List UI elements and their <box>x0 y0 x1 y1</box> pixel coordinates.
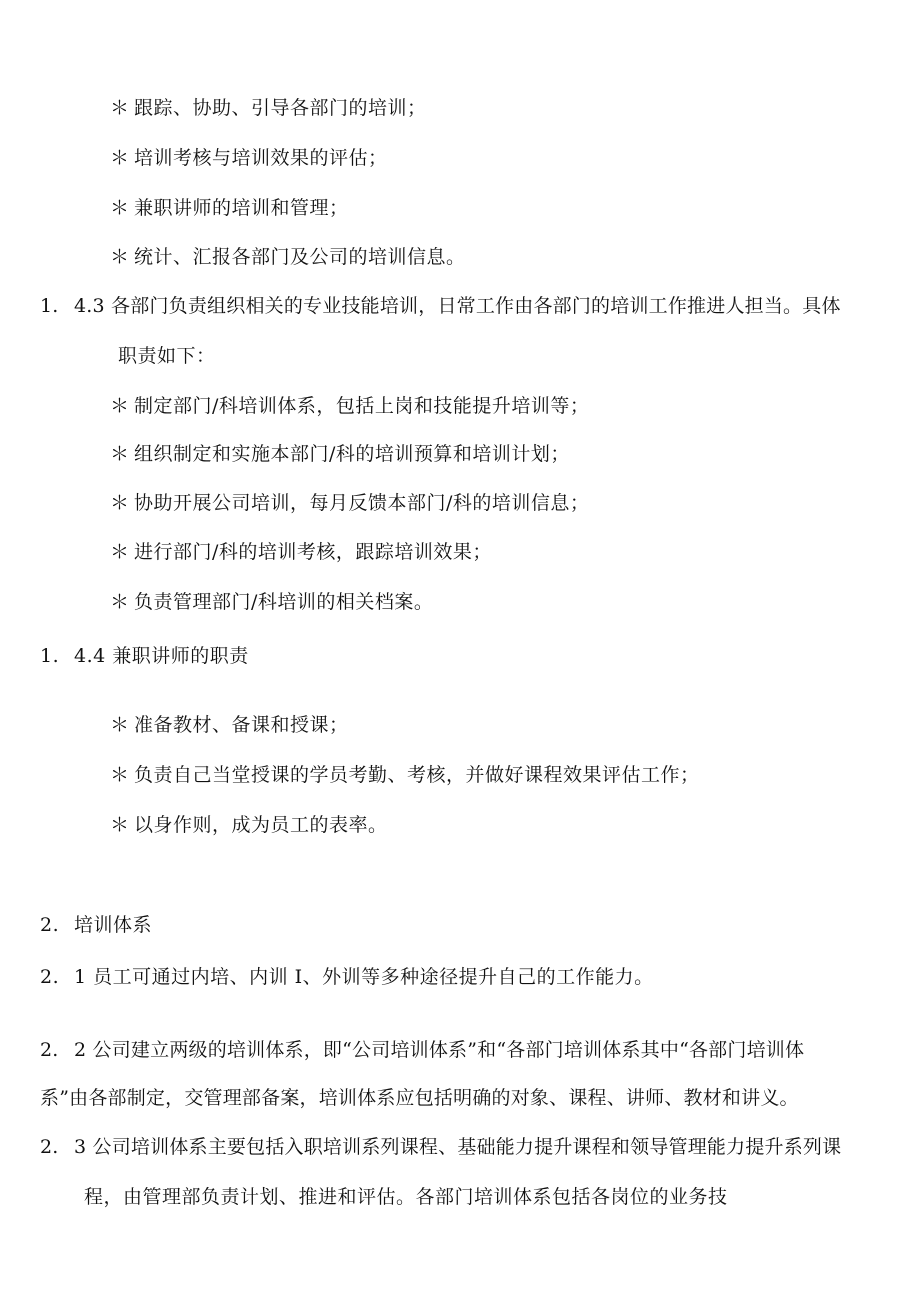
bullet-asterisk: ＊ <box>110 814 130 836</box>
section-text: 培训体系 <box>74 914 153 936</box>
section-number: 2. <box>40 966 60 988</box>
section-continuation: 程，由管理部负责计划、推进和评估。各部门培训体系包括各岗位的业务技 <box>84 1186 728 1208</box>
bullet-text: 组织制定和实施本部门/科的培训预算和培训计划； <box>134 443 570 465</box>
bullet-text: 负责管理部门/科培训的相关档案。 <box>134 591 434 613</box>
section-heading-4-4 <box>40 644 249 668</box>
section-text: 2 公司建立两级的培训体系，即“公司培训体系”和“各部门培训体系其中“各部门培训体 <box>74 1039 805 1061</box>
section-continuation: 系”由各部制定，交管理部备案，培训体系应包括明确的对象、课程、讲师、教材和讲义。 <box>40 1087 799 1109</box>
list-item <box>110 146 388 170</box>
section-text: 3 公司培训体系主要包括入职培训系列课程、基础能力提升课程和领导管理能力提升系列课 <box>74 1136 842 1158</box>
section-heading-4-3 <box>40 294 841 318</box>
bullet-text: 协助开展公司培训，每月反馈本部门/科的培训信息； <box>134 492 590 514</box>
bullet-text: 培训考核与培训效果的评估； <box>134 147 388 169</box>
bullet-asterisk: ＊ <box>110 591 130 613</box>
section-text: 4.3 各部门负责组织相关的专业技能培训，日常工作由各部门的培训工作推进人担当。具体 <box>74 295 841 317</box>
list-item <box>110 590 433 614</box>
list-item <box>110 813 388 837</box>
list-item <box>110 491 589 515</box>
bullet-text: 兼职讲师的培训和管理； <box>134 197 349 219</box>
bullet-asterisk: ＊ <box>110 395 130 417</box>
list-item <box>110 245 466 269</box>
bullet-asterisk: ＊ <box>110 541 130 563</box>
bullet-asterisk: ＊ <box>110 443 130 465</box>
bullet-asterisk: ＊ <box>110 197 130 219</box>
section-paragraph-2-1 <box>40 965 654 989</box>
bullet-asterisk: ＊ <box>110 764 130 786</box>
bullet-asterisk: ＊ <box>110 714 130 736</box>
list-item <box>110 96 427 120</box>
bullet-text: 进行部门/科的培训考核，跟踪培训效果； <box>134 541 492 563</box>
bullet-asterisk: ＊ <box>110 246 130 268</box>
bullet-asterisk: ＊ <box>110 147 130 169</box>
bullet-text: 统计、汇报各部门及公司的培训信息。 <box>134 246 466 268</box>
bullet-text: 跟踪、协助、引导各部门的培训； <box>134 97 427 119</box>
bullet-text: 准备教材、备课和授课； <box>134 714 349 736</box>
bullet-asterisk: ＊ <box>110 492 130 514</box>
section-paragraph-2-3 <box>40 1135 841 1159</box>
section-number: 2. <box>40 914 60 936</box>
section-continuation: 职责如下： <box>118 345 216 367</box>
list-item <box>110 713 349 737</box>
list-item <box>110 763 700 787</box>
section-number: 2. <box>40 1039 59 1061</box>
list-item <box>110 442 570 466</box>
section-text: 4.4 兼职讲师的职责 <box>74 645 249 667</box>
section-heading-2 <box>40 913 152 937</box>
section-number: 1. <box>40 645 60 667</box>
section-number: 1. <box>40 295 59 317</box>
bullet-text: 制定部门/科培训体系，包括上岗和技能提升培训等； <box>134 395 590 417</box>
bullet-asterisk: ＊ <box>110 97 130 119</box>
section-number: 2. <box>40 1136 59 1158</box>
section-paragraph-2-2 <box>40 1038 804 1062</box>
list-item <box>110 196 349 220</box>
section-text: 1 员工可通过内培、内训 I、外训等多种途径提升自己的工作能力。 <box>74 966 654 988</box>
list-item <box>110 540 492 564</box>
list-item <box>110 394 589 418</box>
bullet-text: 负责自己当堂授课的学员考勤、考核，并做好课程效果评估工作； <box>134 764 700 786</box>
bullet-text: 以身作则，成为员工的表率。 <box>134 814 388 836</box>
